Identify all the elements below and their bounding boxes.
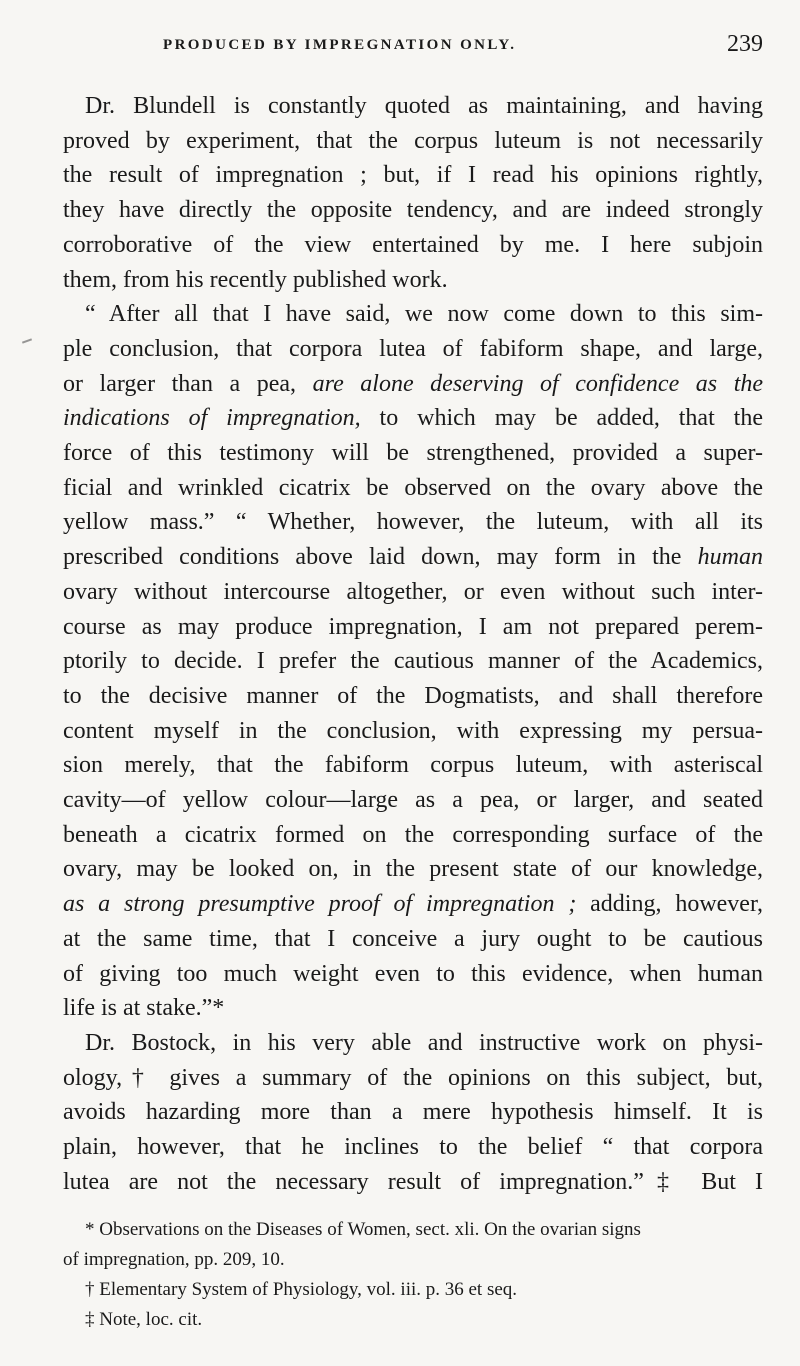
body-text — [63, 89, 763, 1200]
text-line: life is at stake.”* — [63, 995, 225, 1022]
paragraph-1 — [63, 89, 763, 297]
text-segment: or larger than a pea, — [63, 370, 313, 397]
paragraph-3 — [63, 1026, 763, 1200]
text-line-mixed — [63, 540, 763, 575]
text-segment: adding, however, — [576, 891, 763, 918]
text-line: “ After all that I have said, we now come down to this sim- — [85, 301, 763, 328]
text-line: content myself in the conclusion, with expressing my persua- — [63, 717, 763, 744]
margin-mark — [22, 338, 32, 343]
text-line: ovary without intercourse altogether, or even without such inter- — [63, 578, 763, 605]
footnote: * Observations on the Diseases of Women, sect. xli. On the ovarian signs — [85, 1219, 641, 1240]
text-line: beneath a cicatrix formed on the corresponding surface of the — [63, 821, 763, 848]
text-segment: prescribed conditions above laid down, may form in the — [63, 544, 698, 571]
text-line-mixed — [63, 401, 763, 436]
paragraph-2-quotation — [63, 297, 763, 1026]
text-line: they have directly the opposite tendency, and are indeed strongly — [63, 197, 763, 224]
text-line: Dr. Bostock, in his very able and instructive work on physi- — [85, 1029, 763, 1056]
text-line: ptorily to decide. I prefer the cautious manner of the Academics, — [63, 648, 763, 675]
text-line: course as may produce impregnation, I am not prepared perem- — [63, 613, 763, 640]
text-line: the result of impregnation ; but, if I read his opinions rightly, — [63, 162, 763, 189]
text-line: them, from his recently published work. — [63, 266, 448, 293]
italic-segment: indications of impregnation, — [63, 405, 361, 432]
text-line: plain, however, that he inclines to the belief “ that corpora — [63, 1134, 763, 1161]
page-header — [163, 28, 763, 68]
text-line: proved by experiment, that the corpus luteum is not necessarily — [63, 127, 763, 154]
page-number: 239 — [727, 31, 763, 57]
italic-segment: human — [697, 544, 763, 571]
text-line: ficial and wrinkled cicatrix be observed on the ovary above the — [63, 474, 763, 501]
text-line: ology,† gives a summary of the opinions on this subject, but, — [63, 1064, 763, 1091]
text-line: ple conclusion, that corpora lutea of fabiform shape, and large, — [63, 335, 763, 362]
text-line: yellow mass.” “ Whether, however, the luteum, with all its — [63, 509, 763, 536]
italic-segment: as a strong presumptive proof of impregnation ; — [63, 891, 577, 918]
text-line: lutea are not the necessary result of impregnation.”‡ But I — [63, 1168, 763, 1195]
text-line-mixed — [63, 887, 763, 922]
text-line: force of this testimony will be strengthened, provided a super- — [63, 440, 763, 467]
text-line: Dr. Blundell is constantly quoted as maintaining, and having — [85, 93, 763, 119]
text-line: of giving too much weight even to this evidence, when human — [63, 960, 763, 987]
text-line: corroborative of the view entertained by me. I here subjoin — [63, 231, 763, 258]
text-line: cavity—of yellow colour—large as a pea, or larger, and seated — [63, 787, 763, 814]
text-line-mixed — [63, 367, 763, 402]
text-segment: to which may be added, that the — [360, 405, 763, 432]
footnote-continuation: of impregnation, pp. 209, 10. — [63, 1249, 285, 1270]
text-line: avoids hazarding more than a mere hypothesis himself. It is — [63, 1099, 763, 1126]
footnote: ‡ Note, loc. cit. — [85, 1309, 203, 1330]
text-line: ovary, may be looked on, in the present state of our knowledge, — [63, 856, 763, 883]
text-line: to the decisive manner of the Dogmatists, and shall therefore — [63, 682, 763, 709]
italic-segment: are alone deserving of confidence as the — [312, 370, 764, 397]
text-line: sion merely, that the fabiform corpus luteum, with asteriscal — [63, 752, 763, 779]
footnotes — [63, 1215, 763, 1335]
running-head: PRODUCED BY IMPREGNATION ONLY. — [163, 37, 517, 53]
footnote: † Elementary System of Physiology, vol. iii. p. 36 et seq. — [85, 1279, 518, 1300]
text-line: at the same time, that I conceive a jury ought to be cautious — [63, 925, 763, 952]
